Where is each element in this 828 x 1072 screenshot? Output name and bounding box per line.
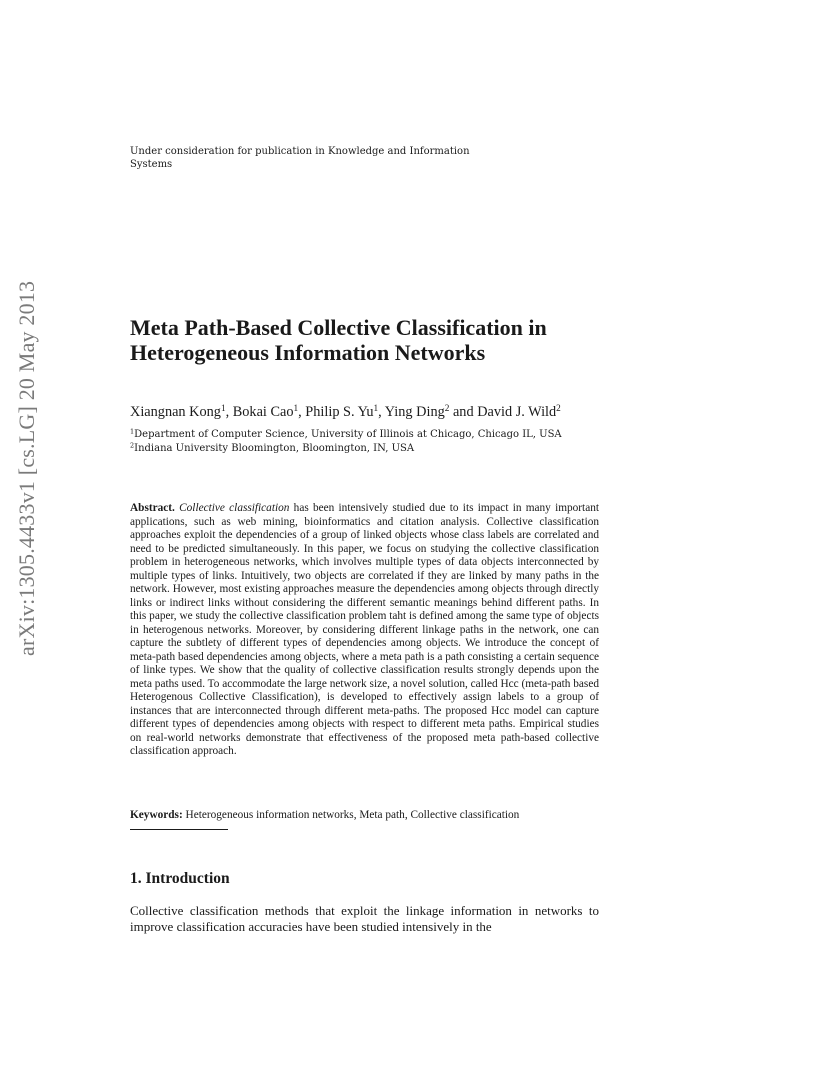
author-list xyxy=(130,403,690,421)
abstract-label: Abstract. xyxy=(130,502,175,514)
author-name: Xiangnan Kong xyxy=(130,404,221,420)
section-heading: 1. Introduction xyxy=(130,870,230,887)
keywords xyxy=(130,808,610,822)
keywords-text: Heterogeneous information networks, Meta path, Collective classification xyxy=(185,809,520,821)
author-name: Ying Ding xyxy=(384,404,445,420)
author-affil-mark: 2 xyxy=(444,403,450,414)
author-name: Philip S. Yu xyxy=(305,404,374,420)
author-separator: , xyxy=(378,404,385,420)
affiliation-text: Indiana University Bloomington, Bloomington, IN, USA xyxy=(134,443,415,454)
abstract-lead: Collective classification xyxy=(179,502,290,514)
arxiv-stamp xyxy=(14,280,54,656)
affiliation-2 xyxy=(130,442,630,455)
abstract-body: has been intensively studied due to its impact in many important applications, such as web mining, bioinformatics and citation analysis. Collective classification approaches exploit the dependencies of a group of linked objects whose class labels are correlated and need to be predicted simultaneously. In this paper, we focus on studying the collective classification problem in heterogeneous networks, which involves multiple types of data objects interconnected by multiple types of links. Intuitively, two objects are correlated if they are linked by many paths in the network. However, most existing approaches measure the dependencies among objects through directly links or indirect links without considering the different semantic meanings behind different paths. In this paper, we study the collective classification problem taht is defined among the same type of objects in heterogenous networks. Moreover, by considering different linkage paths in the network, one can capture the subtlety of different types of dependencies among objects. We introduce the concept of meta-path based dependencies among objects, where a meta path is a path consisting a certain sequence of linke types. We show that the quality of collective classification results strongly depends upon the meta paths used. To accommodate the large network size, a novel solution, called Hcc (meta-path based Heterogenous Collective Classification), is developed to effectively assign labels to a group of instances that are interconnected through different meta-paths. The proposed Hcc model can capture different types of dependencies among objects with respect to different meta paths. Empirical studies on real-world networks demonstrate that effectiveness of the proposed meta path-based collective classification approach. xyxy=(130,502,600,757)
affiliation-1 xyxy=(130,428,630,441)
author-affil-mark: 1 xyxy=(373,403,379,414)
author-separator: , xyxy=(225,404,233,420)
author-affil-mark: 1 xyxy=(293,403,299,414)
author-separator: , xyxy=(298,404,306,420)
arxiv-stamp-text: arXiv:1305.4433v1 [cs.LG] 20 May 2013 xyxy=(14,280,39,656)
author-name: David J. Wild xyxy=(477,404,557,420)
author-affil-mark: 2 xyxy=(556,403,561,414)
affiliation-mark: 1 xyxy=(130,427,135,436)
author-last-separator: and xyxy=(449,404,478,420)
abstract xyxy=(130,502,599,759)
publication-notice: Under consideration for publication in Knowledge and Information Systems xyxy=(130,146,470,170)
keywords-label: Keywords: xyxy=(130,809,183,821)
section-body: Collective classification methods that exploit the linkage information in networks to improve classification accuracies have been studied intensively in the xyxy=(130,903,599,934)
paper-title: Meta Path-Based Collective Classification in Heterogeneous Information Networks xyxy=(130,315,547,365)
section-divider xyxy=(130,829,228,830)
author-affil-mark: 1 xyxy=(220,403,226,414)
author-name: Bokai Cao xyxy=(232,404,294,420)
affiliation-mark: 2 xyxy=(130,441,135,450)
affiliation-text: Department of Computer Science, University of Illinois at Chicago, Chicago IL, USA xyxy=(134,429,562,440)
